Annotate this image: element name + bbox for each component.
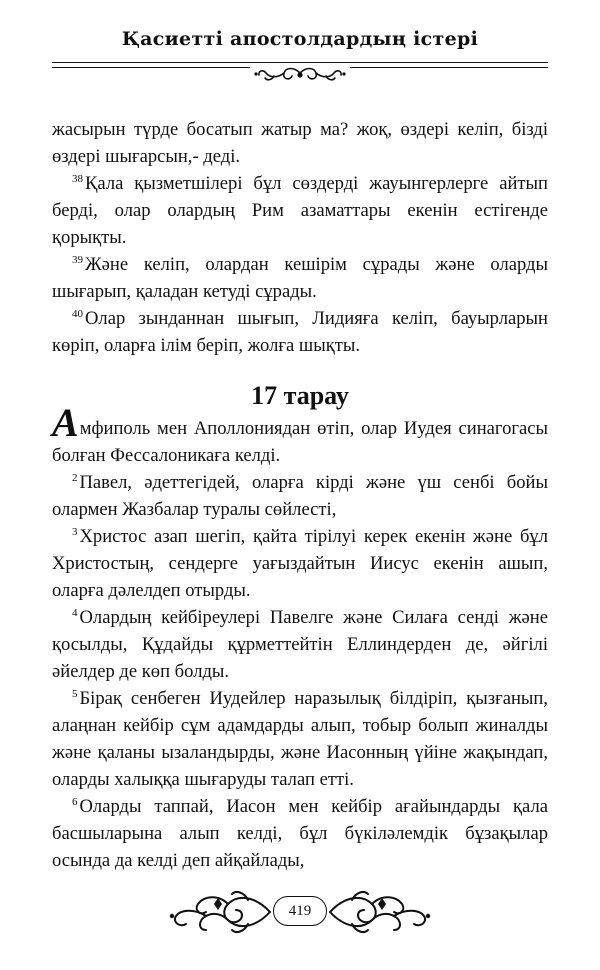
verse-paragraph (52, 400, 548, 469)
verse-text: жасырын түрде босатып жатыр ма? жоқ, өздері келіп, бізді өздері шығарсын,- деді. (52, 119, 548, 167)
main-text (52, 116, 548, 874)
page-number: 419 (273, 896, 327, 926)
verse-text: Павел, әдеттегідей, оларға кірді және үш сенбі бойы олармен Жазбалар туралы сөйлесті, (52, 472, 548, 520)
verse-text: мфиполь мен Аполлониядан өтіп, олар Иудея синагогасы болған Фессалоникаға келді. (52, 418, 548, 466)
drop-cap: А (52, 400, 79, 445)
verse-number: 4 (72, 606, 78, 619)
header-ornament-icon (250, 64, 350, 86)
verse-text: Және келіп, олардан кешірім сұрады және оларды шығарып, қаладан кетуді сұрады. (52, 254, 548, 302)
verse-paragraph (52, 469, 548, 523)
verse-paragraph (52, 604, 548, 685)
verse-number: 38 (72, 172, 83, 185)
verse-text: Бірақ сенбеген Иудейлер наразылық білдіріп, қызғанып, алаңнан кейбір сұм адамдарды алып, тобыр болып жиналды және қаланы ызаландырды, және Иасонның үйіне жақындап, оларды халыққа шығаруды талап етті. (52, 688, 548, 790)
verse-number: 6 (72, 795, 78, 808)
verse-paragraph (52, 685, 548, 793)
running-header-title: Қасиетті апостолдардың істері (121, 28, 479, 50)
verse-number: 2 (72, 471, 78, 484)
verse-number: 5 (72, 687, 78, 700)
verse-paragraph (52, 170, 548, 251)
verse-paragraph (52, 116, 548, 170)
verse-paragraph (52, 793, 548, 874)
verse-text: Христос азап шегіп, қайта тірілуі керек екенін және бұл Христостың, сендерге уағыздайтын Иисус екенін ашып, оларға дәлелдеп отырды. (52, 526, 548, 601)
verse-number: 39 (72, 253, 83, 266)
verse-paragraph (52, 523, 548, 604)
verse-text: Қала қызметшілері бұл сөздерді жауынгерлерге айтып берді, олар олардың Рим азаматтары екенін естігенде қорықты. (52, 173, 548, 248)
verse-paragraph (52, 305, 548, 359)
verse-text: Олар зынданнан шығып, Лидияға келіп, бауырларын көріп, оларға ілім беріп, жолға шықты. (52, 308, 548, 356)
verse-paragraph (52, 251, 548, 305)
verse-number: 40 (72, 307, 83, 320)
header-rule-top (52, 62, 548, 63)
verse-text: Оларды таппай, Иасон мен кейбір ағайындарды қала басшыларына алып келді, бұл бүкіләлемдік бұзақылар осында да келді деп айқайлады, (52, 796, 548, 871)
verse-number: 3 (72, 525, 78, 538)
chapter-heading: 17 тарау (251, 381, 349, 410)
page-footer (0, 882, 600, 942)
verse-text: Олардың кейбіреулері Павелге және Силаға сенді және қосылды, Құдайды құрметтейтін Еллиндерден де, әйгілі әйелдер де көп болды. (52, 607, 548, 682)
